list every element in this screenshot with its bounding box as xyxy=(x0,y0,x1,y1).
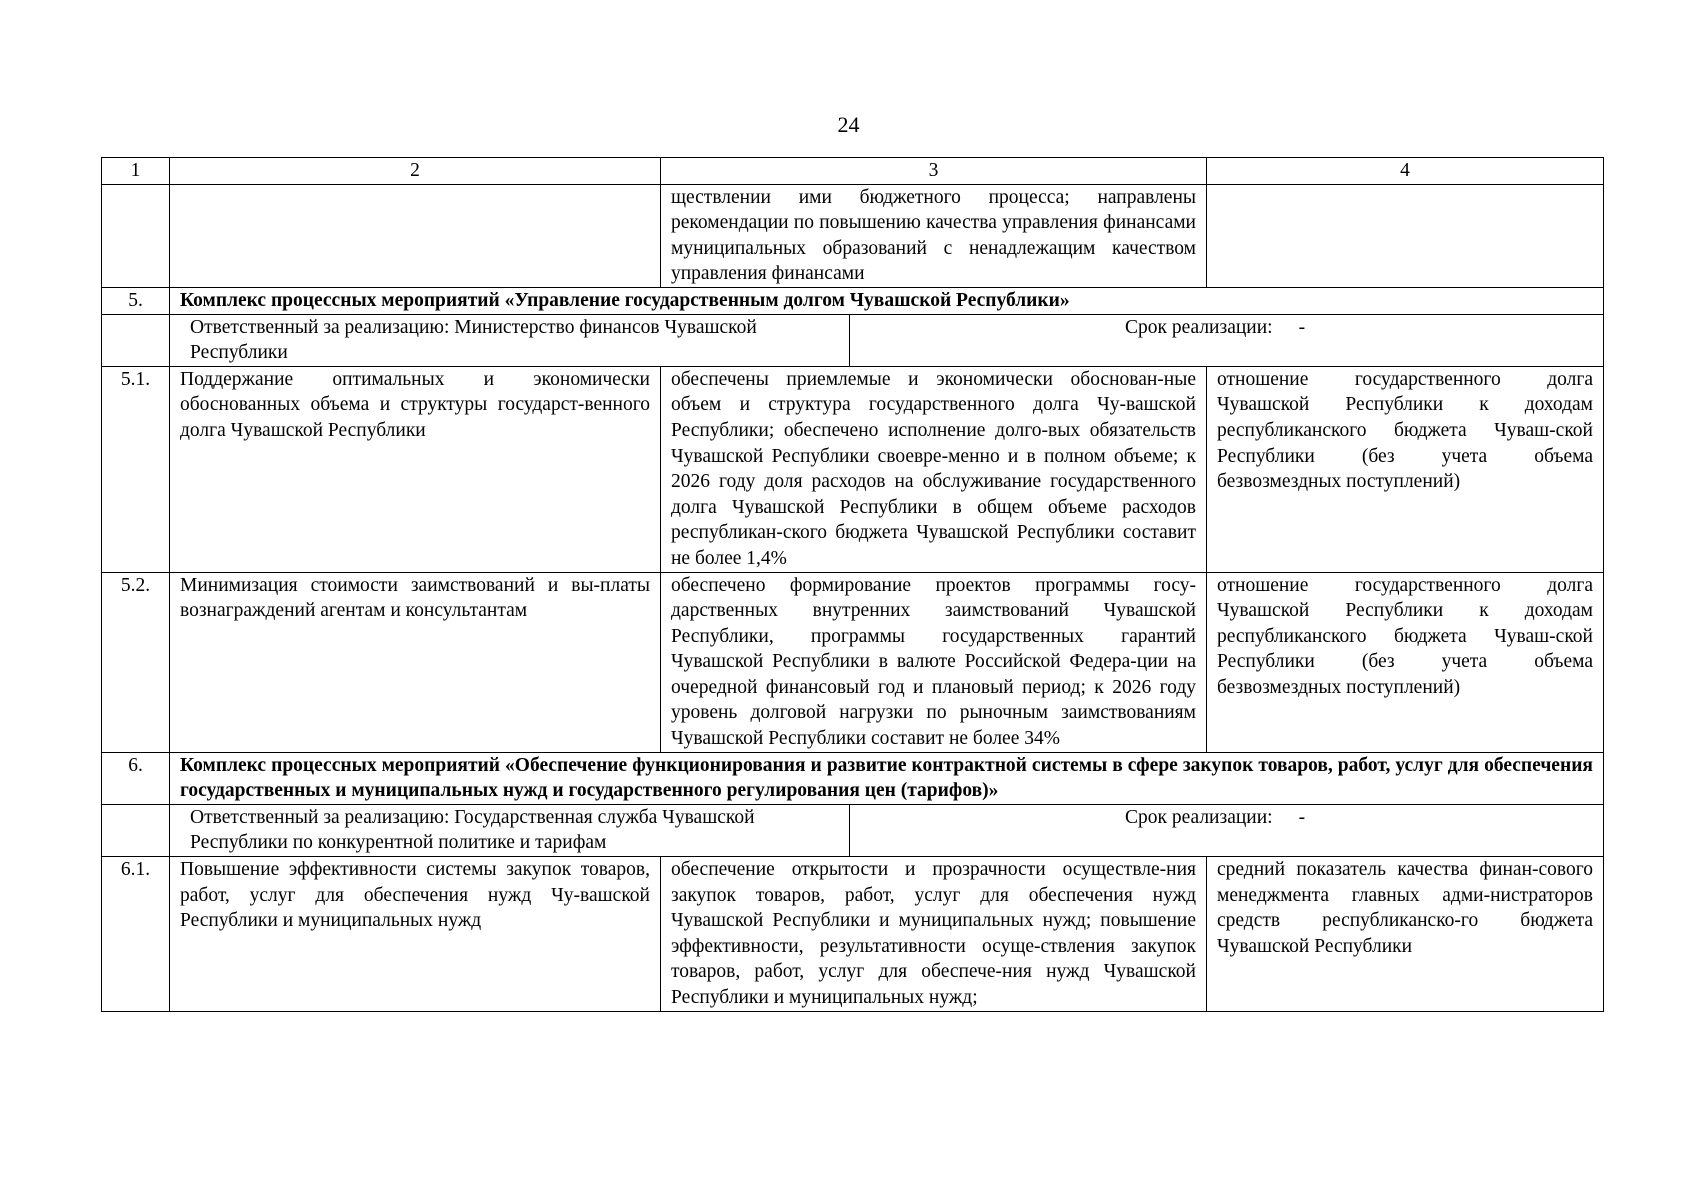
section-number: 5. xyxy=(102,287,170,314)
section-number: 6. xyxy=(102,752,170,804)
column-header: 1 xyxy=(102,158,170,185)
task-cell: Поддержание оптимальных и экономически обоснованных объема и структуры государст-венного долга Чувашской Республики xyxy=(170,366,661,572)
table-row xyxy=(102,572,1604,752)
row-number: 5.1. xyxy=(102,366,170,572)
term-value: - xyxy=(1298,806,1306,828)
indicator-cell: средний показатель качества финан-сового менеджмента главных адми-нистраторов средств республиканско-го бюджета Чувашской Республики xyxy=(1207,857,1604,1012)
table-row xyxy=(102,184,1604,287)
table-header-row xyxy=(102,158,1604,185)
table-row xyxy=(102,857,1604,1012)
column-header: 3 xyxy=(661,158,1207,185)
indicator-cell: отношение государственного долга Чувашской Республики к доходам республиканского бюджета Чуваш-ской Республики (без учета объема безвозмездных поступлений) xyxy=(1207,366,1604,572)
result-cell: обеспечены приемлемые и экономически обоснован-ные объем и структура государственного долга Чу-вашской Республики; обеспечено исполнение долго-вых обязательств Чувашской Республики своевре-менно и в полном объеме; к 2026 году доля расходов на обслуживание государственного долга Чувашской Республики в общем объеме расходов республикан-ского бюджета Чувашской Республики составит не более 1,4% xyxy=(661,366,1207,572)
section-title: Комплекс процессных мероприятий «Управление государственным долгом Чувашской Республики» xyxy=(170,287,1604,314)
term-label: Срок реализации: xyxy=(1125,316,1273,338)
result-cell: ществлении ими бюджетного процесса; направлены рекомендации по повышению качества управления финансами муниципальных образований с ненадлежащим качеством управления финансами xyxy=(661,184,1207,287)
task-cell: Повышение эффективности системы закупок товаров, работ, услуг для обеспечения нужд Чу-вашской Республики и муниципальных нужд xyxy=(170,857,661,1012)
term-value: - xyxy=(1298,316,1306,338)
column-header: 4 xyxy=(1207,158,1604,185)
responsible-row xyxy=(102,314,1604,366)
page-number: 24 xyxy=(837,112,860,137)
section-header-row xyxy=(102,287,1604,314)
term-label: Срок реализации: xyxy=(1125,806,1273,828)
result-cell: обеспечено формирование проектов программы госу-дарственных внутренних заимствований Чувашской Республики, программы государственных гарантий Чувашской Республики в валюте Российской Федера-ции на очередной финансовый год и плановый период; к 2026 году уровень долговой нагрузки по рыночным заимствованиям Чувашской Республики составит не более 34% xyxy=(661,572,1207,752)
section-title: Комплекс процессных мероприятий «Обеспечение функционирования и развитие контрактной системы в сфере закупок товаров, работ, услуг для обеспечения государственных и муниципальных нужд и государственного регулирования цен (тарифов)» xyxy=(170,752,1604,804)
responsible-row xyxy=(102,804,1604,856)
result-cell: обеспечение открытости и прозрачности осуществле-ния закупок товаров, работ, услуг для обеспечения нужд Чувашской Республики и муниципальных нужд; повышение эффективности, результативности осуще-ствления закупок товаров, работ, услуг для обеспече-ния нужд Чувашской Республики и муниципальных нужд; xyxy=(661,857,1207,1012)
responsible-text: Ответственный за реализацию: Государственная служба Чувашской Республики по конкурентной политике и тарифам xyxy=(180,805,850,856)
row-number: 6.1. xyxy=(102,857,170,1012)
indicator-cell: отношение государственного долга Чувашской Республики к доходам республиканского бюджета Чуваш-ской Республики (без учета объема безвозмездных поступлений) xyxy=(1207,572,1604,752)
program-table xyxy=(101,157,1604,1012)
task-cell: Минимизация стоимости заимствований и вы-платы вознаграждений агентам и консультантам xyxy=(170,572,661,752)
column-header: 2 xyxy=(170,158,661,185)
table-row xyxy=(102,366,1604,572)
row-number: 5.2. xyxy=(102,572,170,752)
responsible-text: Ответственный за реализацию: Министерство финансов Чувашской Республики xyxy=(180,315,850,366)
section-header-row xyxy=(102,752,1604,804)
